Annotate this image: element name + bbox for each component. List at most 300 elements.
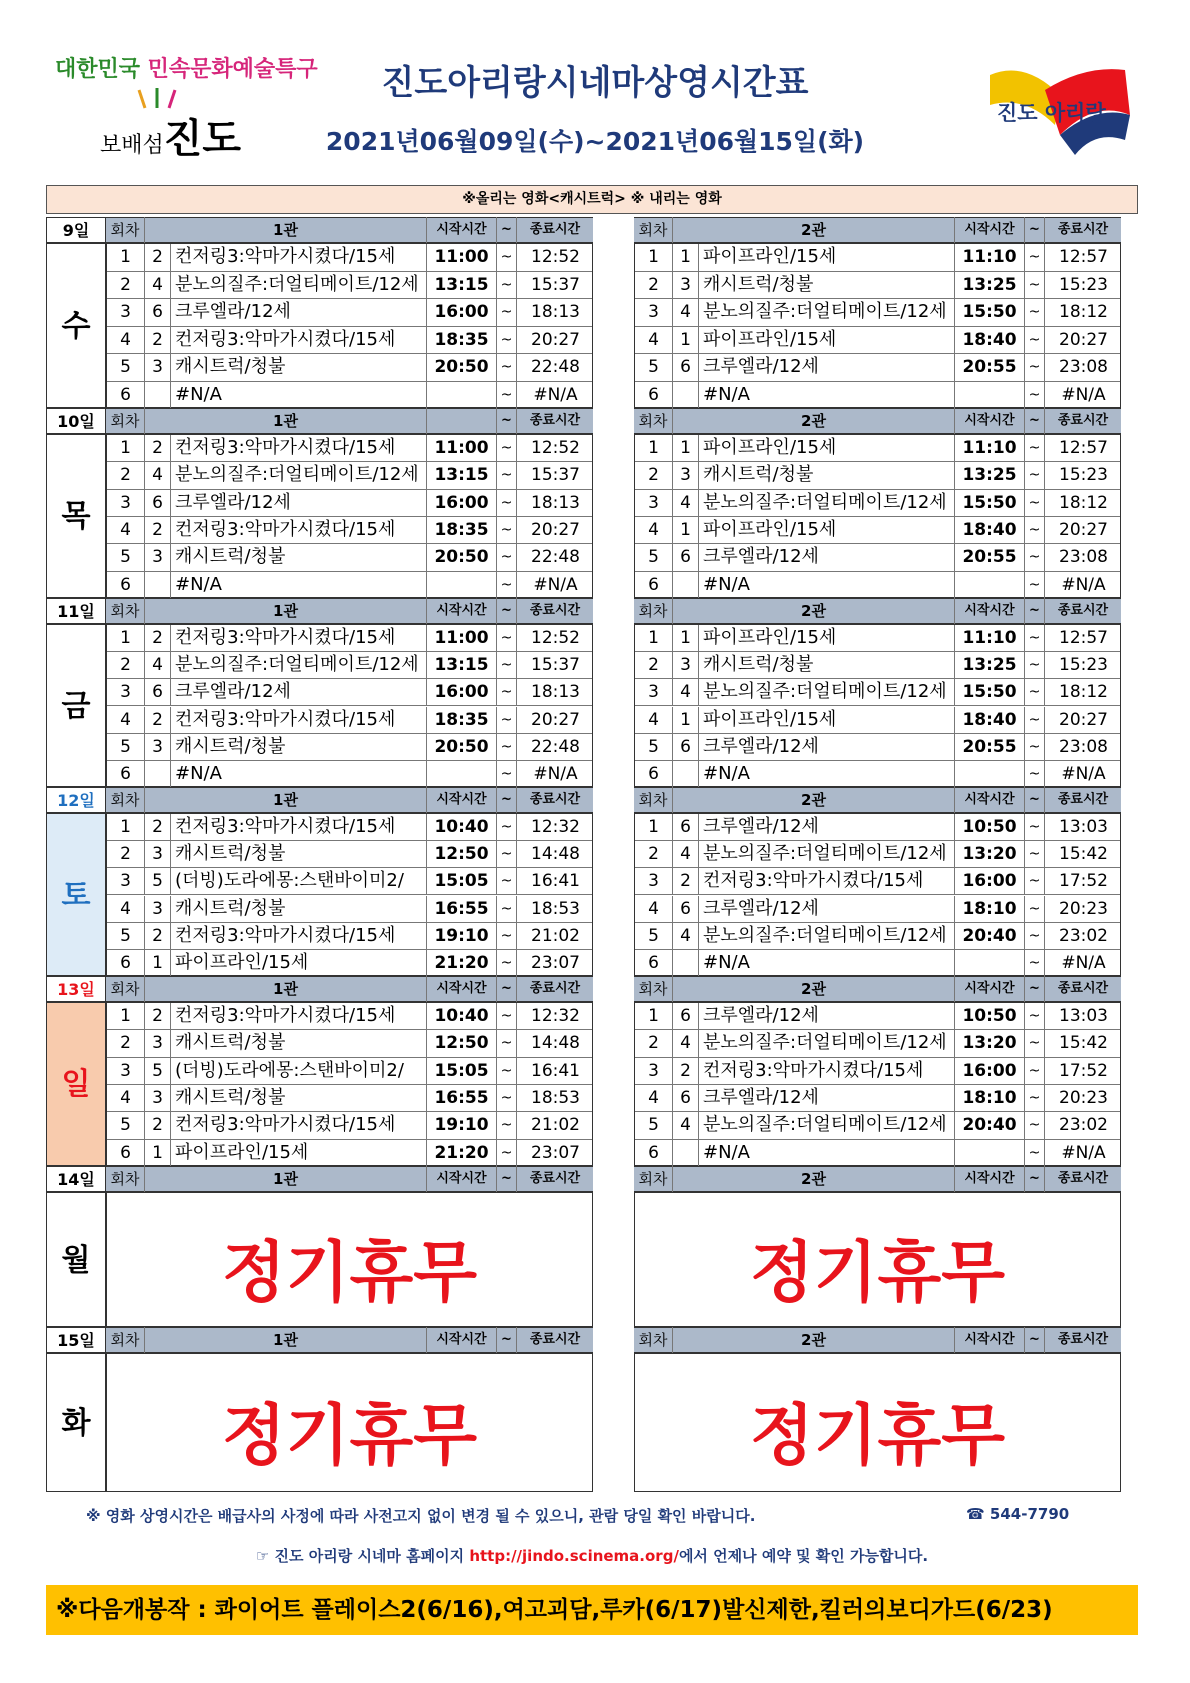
movie-code: 3 [145, 896, 171, 922]
movie-title: 분노의질주:더얼티메이트/12세 [171, 462, 427, 488]
movie-title: 컨저링3:악마가시켰다/15세 [171, 1003, 427, 1029]
tilde: ~ [1025, 950, 1045, 976]
tilde: ~ [1025, 761, 1045, 787]
movie-title: 캐시트럭/청불 [171, 841, 427, 867]
movie-code: 2 [145, 327, 171, 354]
schedule-row [635, 950, 1120, 977]
movie-code: 3 [673, 462, 699, 488]
round-header: 회차 [110, 1170, 140, 1188]
movie-title: 크루엘라/12세 [699, 1085, 955, 1111]
start-time-header: 시작시간 [426, 976, 496, 1002]
movie-title: (더빙)도라에몽:스탠바이미2/ [171, 1058, 427, 1084]
end-time: #N/A [533, 574, 578, 595]
end-time: 16:41 [531, 871, 580, 892]
start-time: 10:40 [427, 1003, 497, 1029]
start-time [427, 572, 497, 598]
tilde: ~ [497, 841, 517, 867]
schedule-row [107, 272, 592, 300]
round-number: 6 [635, 761, 673, 787]
movie-code: 6 [673, 1003, 699, 1029]
tilde: ~ [497, 1030, 517, 1056]
schedule-row [107, 734, 592, 761]
end-time: 20:27 [531, 520, 580, 540]
round-number: 2 [635, 652, 673, 678]
hall-title: 1관 [144, 598, 426, 624]
movie-title: 캐시트럭/청불 [171, 1030, 427, 1056]
start-time-header: 시작시간 [954, 1166, 1024, 1192]
logo-left-line2 [100, 107, 241, 164]
movie-code [145, 761, 171, 787]
logo-left-text-b: 민속문화예술특구 [147, 57, 318, 82]
movie-title: 컨저링3:악마가시켰다/15세 [171, 435, 427, 461]
round-number: 3 [635, 679, 673, 705]
notice-bar: ※올리는 영화<캐시트럭> ※ 내리는 영화 [46, 185, 1138, 214]
hall1-panel [106, 1192, 593, 1327]
start-time: 20:50 [427, 544, 497, 570]
movie-title: 캐시트럭/청불 [171, 1085, 427, 1111]
movie-code: 3 [673, 652, 699, 678]
movie-code: 2 [145, 814, 171, 840]
schedule-row [635, 517, 1120, 544]
schedule-row [107, 244, 592, 272]
end-time-header: 종료시간 [1044, 787, 1121, 813]
tilde: ~ [1025, 679, 1045, 705]
tilde: ~ [497, 299, 517, 326]
hall1-panel [106, 243, 593, 408]
round-header: 회차 [110, 791, 140, 809]
end-time: #N/A [1061, 574, 1106, 595]
schedule-row [107, 896, 592, 923]
tilde: ~ [497, 734, 517, 760]
tilde: ~ [1025, 382, 1045, 409]
hall-title: 2관 [672, 598, 954, 624]
end-time: 15:23 [1059, 465, 1108, 486]
end-time-header: 종료시간 [1044, 1166, 1121, 1192]
movie-title: 캐시트럭/청불 [171, 734, 427, 760]
round-number: 6 [107, 761, 145, 787]
tilde: ~ [1025, 896, 1045, 922]
tilde-header: ~ [1024, 976, 1044, 1002]
hall1-panel [106, 624, 593, 787]
round-number: 4 [107, 327, 145, 354]
schedule-row [107, 761, 592, 788]
round-number: 6 [107, 572, 145, 598]
start-time [955, 950, 1025, 976]
schedule-row [107, 1058, 592, 1085]
start-time: 16:00 [427, 679, 497, 705]
logo-left-text-a: 대한민국 [55, 57, 148, 82]
end-time: 22:48 [531, 736, 580, 757]
start-time [427, 761, 497, 787]
day-of-week: 월 [46, 1192, 106, 1327]
end-time: 12:57 [1059, 628, 1108, 648]
day-date: 9일 [46, 217, 106, 243]
hall2-panel [634, 813, 1121, 976]
movie-code: 1 [145, 1140, 171, 1166]
end-time-header: 종료시간 [516, 1166, 593, 1192]
end-time: 20:23 [1059, 898, 1108, 919]
schedule-row [107, 1085, 592, 1112]
tilde-header: ~ [1024, 1327, 1044, 1353]
round-number: 2 [635, 462, 673, 488]
hall-title: 2관 [672, 1166, 954, 1192]
hall-title: 1관 [144, 408, 426, 434]
end-time: 21:02 [531, 1115, 580, 1136]
hall-title: 1관 [144, 976, 426, 1002]
round-number: 4 [635, 517, 673, 543]
round-number: 3 [107, 679, 145, 705]
round-number: 2 [107, 462, 145, 488]
start-time: 21:20 [427, 1140, 497, 1166]
end-time: 15:23 [1059, 655, 1108, 676]
round-number: 1 [107, 814, 145, 840]
end-time: 12:57 [1059, 247, 1108, 267]
tilde: ~ [497, 1058, 517, 1084]
schedule-row [107, 679, 592, 706]
end-time: 12:52 [531, 628, 580, 648]
tilde: ~ [497, 1085, 517, 1111]
movie-title: 캐시트럭/청불 [699, 462, 955, 488]
movie-code: 3 [673, 272, 699, 299]
start-time [955, 572, 1025, 598]
movie-title: 분노의질주:더얼티메이트/12세 [699, 1030, 955, 1056]
hall-title: 2관 [672, 976, 954, 1002]
round-number: 1 [107, 244, 145, 271]
round-number: 1 [635, 814, 673, 840]
round-header: 회차 [638, 602, 668, 620]
tilde: ~ [1025, 841, 1045, 867]
movie-title: 캐시트럭/청불 [171, 896, 427, 922]
schedule-row [635, 896, 1120, 923]
end-time: 14:48 [531, 844, 580, 865]
hall-title: 2관 [672, 787, 954, 813]
movie-code: 4 [145, 652, 171, 678]
hall-title: 2관 [672, 408, 954, 434]
tilde: ~ [497, 761, 517, 787]
movie-title: 파이프라인/15세 [699, 244, 955, 271]
schedule-row [107, 1003, 592, 1030]
day-block [46, 598, 1138, 787]
movie-code: 1 [673, 707, 699, 733]
round-number: 4 [107, 517, 145, 543]
tilde: ~ [497, 272, 517, 299]
start-time [955, 761, 1025, 787]
round-header: 회차 [110, 221, 140, 239]
page-title: 진도아리랑시네마상영시간표 [381, 63, 809, 103]
round-number: 5 [107, 1112, 145, 1138]
tilde-header: ~ [496, 598, 516, 624]
start-time: 10:40 [427, 814, 497, 840]
end-time-header: 종료시간 [1044, 408, 1121, 434]
round-number: 6 [107, 1140, 145, 1166]
end-time-header: 종료시간 [1044, 217, 1121, 243]
movie-code: 6 [673, 814, 699, 840]
tilde: ~ [1025, 1058, 1045, 1084]
schedule-row [107, 841, 592, 868]
hall2-panel [634, 243, 1121, 408]
schedule-row [635, 272, 1120, 300]
movie-code: 2 [145, 625, 171, 651]
end-time: 12:32 [531, 1006, 580, 1026]
start-time: 18:40 [955, 517, 1025, 543]
movie-code: 1 [673, 435, 699, 461]
movie-code: 4 [673, 1030, 699, 1056]
start-time-header: 시작시간 [426, 787, 496, 813]
tilde: ~ [497, 707, 517, 733]
round-header: 회차 [110, 602, 140, 620]
round-number: 6 [107, 950, 145, 976]
hall2-panel [634, 434, 1121, 598]
end-time-header: 종료시간 [1044, 598, 1121, 624]
movie-code: 6 [673, 1085, 699, 1111]
tilde: ~ [1025, 814, 1045, 840]
round-header: 회차 [110, 1331, 140, 1349]
round-number: 2 [635, 1030, 673, 1056]
end-time: #N/A [1061, 1142, 1106, 1163]
schedule-row [107, 652, 592, 679]
tilde: ~ [1025, 544, 1045, 570]
movie-code [673, 572, 699, 598]
movie-code: 5 [145, 868, 171, 894]
end-time: 15:37 [531, 655, 580, 676]
closed-notice: 정기휴무 [749, 1233, 1006, 1311]
day-of-week: 수 [46, 243, 106, 408]
tilde: ~ [497, 244, 517, 271]
movie-code: 4 [673, 299, 699, 326]
schedule-row [635, 761, 1120, 788]
start-time: 15:50 [955, 679, 1025, 705]
day-date: 15일 [46, 1327, 106, 1353]
end-time: 23:08 [1059, 736, 1108, 757]
movie-code [673, 382, 699, 409]
schedule-row [635, 1058, 1120, 1085]
tilde: ~ [1025, 1003, 1045, 1029]
closed-notice: 정기휴무 [221, 1233, 478, 1311]
start-time: 13:15 [427, 652, 497, 678]
movie-title: #N/A [171, 382, 427, 409]
start-time: 13:15 [427, 272, 497, 299]
movie-code: 6 [145, 679, 171, 705]
start-time: 18:35 [427, 517, 497, 543]
start-time-header: 시작시간 [426, 217, 496, 243]
end-time: 18:13 [531, 682, 580, 703]
hall1-panel [106, 1002, 593, 1166]
start-time-header: 시작시간 [954, 408, 1024, 434]
homepage-prefix: ☞ 진도 아리랑 시네마 홈페이지 [255, 1547, 470, 1565]
schedule-row [635, 1030, 1120, 1057]
tilde: ~ [497, 1140, 517, 1166]
start-time: 16:00 [955, 868, 1025, 894]
movie-code: 1 [673, 517, 699, 543]
movie-code: 1 [673, 244, 699, 271]
end-time: 22:48 [531, 357, 580, 377]
schedule-row [635, 652, 1120, 679]
start-time: 18:10 [955, 896, 1025, 922]
round-number: 3 [635, 1058, 673, 1084]
round-number: 6 [635, 1140, 673, 1166]
movie-title: #N/A [699, 572, 955, 598]
schedule-row [107, 923, 592, 950]
movie-code: 2 [145, 707, 171, 733]
start-time: 16:00 [427, 490, 497, 516]
hall2-panel [634, 1353, 1121, 1492]
schedule-row [107, 327, 592, 355]
start-time: 18:35 [427, 327, 497, 354]
movie-code: 6 [673, 544, 699, 570]
movie-title: 컨저링3:악마가시켰다/15세 [171, 814, 427, 840]
schedule-row [107, 950, 592, 977]
round-number: 1 [635, 1003, 673, 1029]
end-time: 23:07 [531, 1142, 580, 1163]
tilde: ~ [497, 1112, 517, 1138]
movie-code: 6 [673, 896, 699, 922]
start-time: 11:10 [955, 244, 1025, 271]
movie-code [673, 950, 699, 976]
schedule-row [635, 814, 1120, 841]
start-time: 12:50 [427, 1030, 497, 1056]
movie-title: 캐시트럭/청불 [699, 272, 955, 299]
start-time: 13:20 [955, 1030, 1025, 1056]
round-number: 4 [635, 707, 673, 733]
round-header: 회차 [638, 412, 668, 430]
tilde: ~ [1025, 354, 1045, 381]
schedule-row [635, 435, 1120, 462]
round-number: 1 [635, 625, 673, 651]
schedule-row [635, 1085, 1120, 1112]
tilde: ~ [497, 572, 517, 598]
schedule-row [635, 707, 1120, 734]
day-date: 11일 [46, 598, 106, 624]
round-number: 4 [635, 1085, 673, 1111]
tilde: ~ [1025, 272, 1045, 299]
start-time: 15:50 [955, 299, 1025, 326]
movie-title: 컨저링3:악마가시켰다/15세 [171, 517, 427, 543]
hall1-panel [106, 434, 593, 598]
end-time: 18:13 [531, 302, 580, 322]
movie-title: 캐시트럭/청불 [171, 354, 427, 381]
tilde: ~ [1025, 572, 1045, 598]
day-header-row [46, 408, 1138, 434]
start-time: 11:10 [955, 435, 1025, 461]
homepage-suffix: 에서 언제나 예약 및 확인 가능합니다. [678, 1547, 929, 1565]
round-number: 3 [107, 1058, 145, 1084]
round-number: 3 [635, 868, 673, 894]
start-time: 20:55 [955, 354, 1025, 381]
movie-code: 2 [145, 923, 171, 949]
movie-title: #N/A [171, 761, 427, 787]
closed-notice: 정기휴무 [749, 1396, 1006, 1474]
movie-code: 3 [145, 734, 171, 760]
schedule-row [107, 435, 592, 462]
schedule-row [635, 544, 1120, 571]
end-time: 15:23 [1059, 274, 1108, 295]
logo-right-text: 진도 아리랑 [997, 101, 1106, 125]
movie-title: 캐시트럭/청불 [171, 544, 427, 570]
day-date: 14일 [46, 1166, 106, 1192]
day-of-week: 목 [46, 434, 106, 598]
homepage-link[interactable]: http://jindo.scinema.org/ [469, 1547, 679, 1565]
end-time: 20:27 [1059, 520, 1108, 540]
end-time: 23:02 [1059, 1115, 1108, 1136]
movie-code: 6 [673, 734, 699, 760]
round-number: 2 [107, 272, 145, 299]
tilde-header: ~ [496, 1166, 516, 1192]
movie-title: #N/A [699, 950, 955, 976]
end-time: 12:32 [531, 817, 580, 837]
tilde: ~ [1025, 1140, 1045, 1166]
upcoming-banner: ※다음개봉작 : 콰이어트 플레이스2(6/16),여고괴담,루카(6/17)발신제한,킬러의보디가드(6/23) [46, 1585, 1138, 1635]
movie-title: 분노의질주:더얼티메이트/12세 [699, 923, 955, 949]
start-time: 21:20 [427, 950, 497, 976]
schedule-row [635, 327, 1120, 355]
end-time: 20:27 [1059, 329, 1108, 350]
start-time: 13:25 [955, 272, 1025, 299]
start-time [955, 1140, 1025, 1166]
end-time: 20:23 [1059, 1088, 1108, 1108]
tilde: ~ [1025, 490, 1045, 516]
tilde: ~ [1025, 462, 1045, 488]
tilde: ~ [1025, 1085, 1045, 1111]
start-time: 16:55 [427, 1085, 497, 1111]
schedule-row [635, 923, 1120, 950]
movie-code: 6 [145, 490, 171, 516]
movie-title: 분노의질주:더얼티메이트/12세 [699, 679, 955, 705]
tilde: ~ [497, 490, 517, 516]
start-time: 18:40 [955, 327, 1025, 354]
round-number: 2 [635, 272, 673, 299]
tilde-header: ~ [1024, 408, 1044, 434]
round-number: 5 [107, 544, 145, 570]
day-header-row [46, 1327, 1138, 1353]
schedule-row [635, 244, 1120, 272]
tilde: ~ [497, 327, 517, 354]
round-number: 5 [107, 354, 145, 381]
tilde: ~ [1025, 327, 1045, 354]
tilde-header: ~ [496, 976, 516, 1002]
movie-code: 2 [145, 1003, 171, 1029]
start-time: 20:50 [427, 734, 497, 760]
day-of-week: 금 [46, 624, 106, 787]
round-number: 6 [635, 950, 673, 976]
end-time-header: 종료시간 [516, 408, 593, 434]
hall-title: 1관 [144, 217, 426, 243]
tilde: ~ [1025, 625, 1045, 651]
start-time: 16:55 [427, 896, 497, 922]
movie-title: 크루엘라/12세 [699, 354, 955, 381]
start-time: 10:50 [955, 814, 1025, 840]
start-time: 15:50 [955, 490, 1025, 516]
movie-title: 파이프라인/15세 [699, 625, 955, 651]
round-number: 1 [107, 435, 145, 461]
movie-title: 컨저링3:악마가시켰다/15세 [699, 1058, 955, 1084]
footer-notice-text: ※ 영화 상영시간은 배급사의 사정에 따라 사전고지 없이 변경 될 수 있으니, 관람 당일 확인 바랍니다. [86, 1507, 756, 1525]
schedule-row [107, 1030, 592, 1057]
round-number: 2 [107, 652, 145, 678]
tilde: ~ [1025, 517, 1045, 543]
hall2-panel [634, 1192, 1121, 1327]
start-time: 11:10 [955, 625, 1025, 651]
start-time-header [426, 408, 496, 434]
end-time: 18:12 [1059, 492, 1108, 513]
tilde: ~ [1025, 1030, 1045, 1056]
movie-title: 크루엘라/12세 [699, 1003, 955, 1029]
day-block [46, 1327, 1138, 1492]
end-time: 16:41 [531, 1060, 580, 1081]
start-time: 19:10 [427, 923, 497, 949]
tilde: ~ [497, 382, 517, 409]
movie-code: 6 [673, 354, 699, 381]
movie-code [673, 761, 699, 787]
